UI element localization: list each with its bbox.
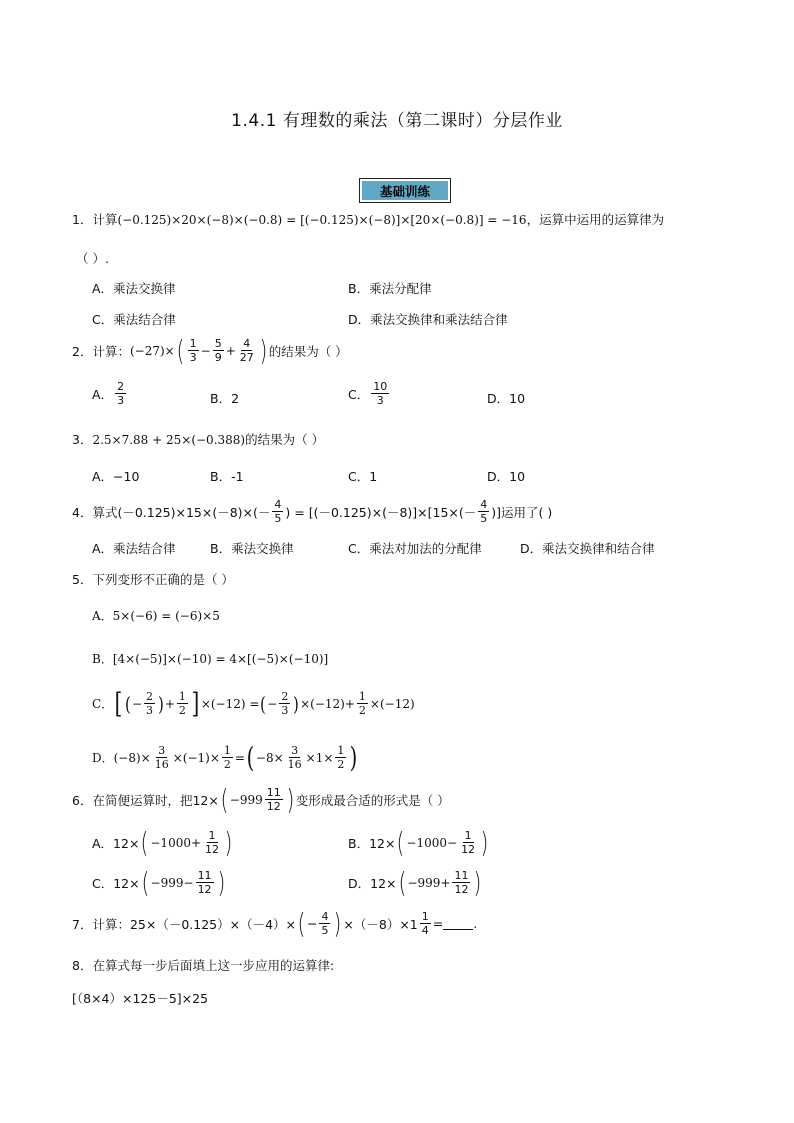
q7-answer-blank[interactable] [443,917,473,930]
question-2: 2．计算： (−27)× ( $\frac{1}{3}$ − $\frac{5}{9}$ + $\frac{4}{27}$ ) 的结果为（ ） [72,333,348,367]
question-4: 4．算式(－0.125)×15×(－8)×(－ $\frac{4}{5}$ ) = [(－0.125)×(－8)]×[15×(－ $\frac{4}{5}$ )]运用了( ) [72,498,553,525]
q1-option-d[interactable]: D．乘法交换律和乘法结合律 [348,312,508,327]
question-1 [72,210,664,228]
section-badge [359,178,451,203]
q2-frac-3: $\frac{4}{27}$ [239,337,254,364]
q3-option-b[interactable]: B．-1 [210,469,244,484]
q1-tail: ，运算中运用的运算律为 [526,212,665,227]
q2-tail: 的结果为（ ） [268,343,348,359]
q1-expr-eq: = [(−0.125)×(−8)]×[20×(−0.8)] = −16 [286,213,527,227]
q5-option-c[interactable]: C． [ ( − $\frac{2}{3}$ ) + $\frac{1}{2}$ ] ×(−12) = ( − $\frac{2}{3}$ ) ×(−12)+ $\frac{1}{2}$ ×(−12) [92,686,415,720]
q6-option-b[interactable]: B．12× ( −1000− $\frac{1}{12}$ ) [348,825,489,859]
q2-option-a[interactable]: A． $\frac{2}{3}$ [92,380,125,407]
q1-number: 1．计算 [72,212,118,227]
section-badge-label: 基础训练 [362,181,448,200]
q2-frac-1: $\frac{1}{3}$ [189,337,197,364]
q3-expr: 2.5×7.88 + 25×(−0.388) [92,433,246,447]
q6-option-c[interactable]: C．12× ( −999− $\frac{11}{12}$ ) [92,865,225,899]
question-8: 8．在算式每一步后面填上这一步应用的运算律: [72,958,335,973]
q1-expr-left: (−0.125)×20×(−8)×(−0.8) [117,213,283,227]
q2-option-d[interactable]: D．10 [487,391,526,406]
q3-option-a[interactable]: A．−10 [92,469,140,484]
q2-op-1: − [200,343,211,358]
q1-paren: （ ）. [76,251,109,266]
q5-option-d[interactable]: D． (−8)× $\frac{3}{16}$ ×(−1)× $\frac{1}{2}$ = ( −8× $\frac{3}{16}$ ×1× $\frac{1}{2}$ ) [92,740,358,774]
q6-option-d[interactable]: D．12× ( −999+ $\frac{11}{12}$ ) [348,865,482,899]
q2-lead: (−27)× [129,343,175,358]
q4-option-b[interactable]: B．乘法交换律 [210,541,294,556]
q4-option-c[interactable]: C．乘法对加法的分配律 [348,541,482,556]
q2-prefix: 2．计算： [72,343,130,359]
q5-option-a[interactable]: A．5×(−6) = (−6)×5 [92,609,220,623]
q3-option-c[interactable]: C．1 [348,469,378,484]
q2-op-2: + [225,343,236,358]
question-6: 6．在简便运算时，把12× ( −999 $\frac{11}{12}$ ) 变形成最合适的形式是（ ） [72,782,450,816]
q1-option-b[interactable]: B．乘法分配律 [348,281,432,296]
question-3: 3．2.5×7.88 + 25×(−0.388)的结果为（ ） [72,432,325,447]
q5-option-b[interactable]: B．[4×(−5)]×(−10) = 4×[(−5)×(−10)] [92,652,329,666]
q1-option-a[interactable]: A．乘法交换律 [92,281,176,296]
page-title: 1.4.1 有理数的乘法（第二课时）分层作业 [231,111,563,131]
q8-expression: [（8×4）×125－5]×25 [72,991,209,1006]
question-5: 5．下列变形不正确的是（ ） [72,572,234,587]
q2-frac-2: $\frac{5}{9}$ [214,337,222,364]
question-7: 7．计算：25×（－0.125）×（－4）× ( − $\frac{4}{5}$ ) ×（－8）×1 $\frac{1}{4}$ = . [72,906,478,940]
q4-option-a[interactable]: A．乘法结合律 [92,541,176,556]
q6-option-a[interactable]: A．12× ( −1000+ $\frac{1}{12}$ ) [92,825,233,859]
q2-option-b[interactable]: B．2 [210,391,240,406]
q3-option-d[interactable]: D．10 [487,469,526,484]
q1-option-c[interactable]: C．乘法结合律 [92,312,176,327]
q2-option-c[interactable]: C． $\frac{10}{3}$ [348,380,388,407]
q4-option-d[interactable]: D．乘法交换律和结合律 [520,541,655,556]
